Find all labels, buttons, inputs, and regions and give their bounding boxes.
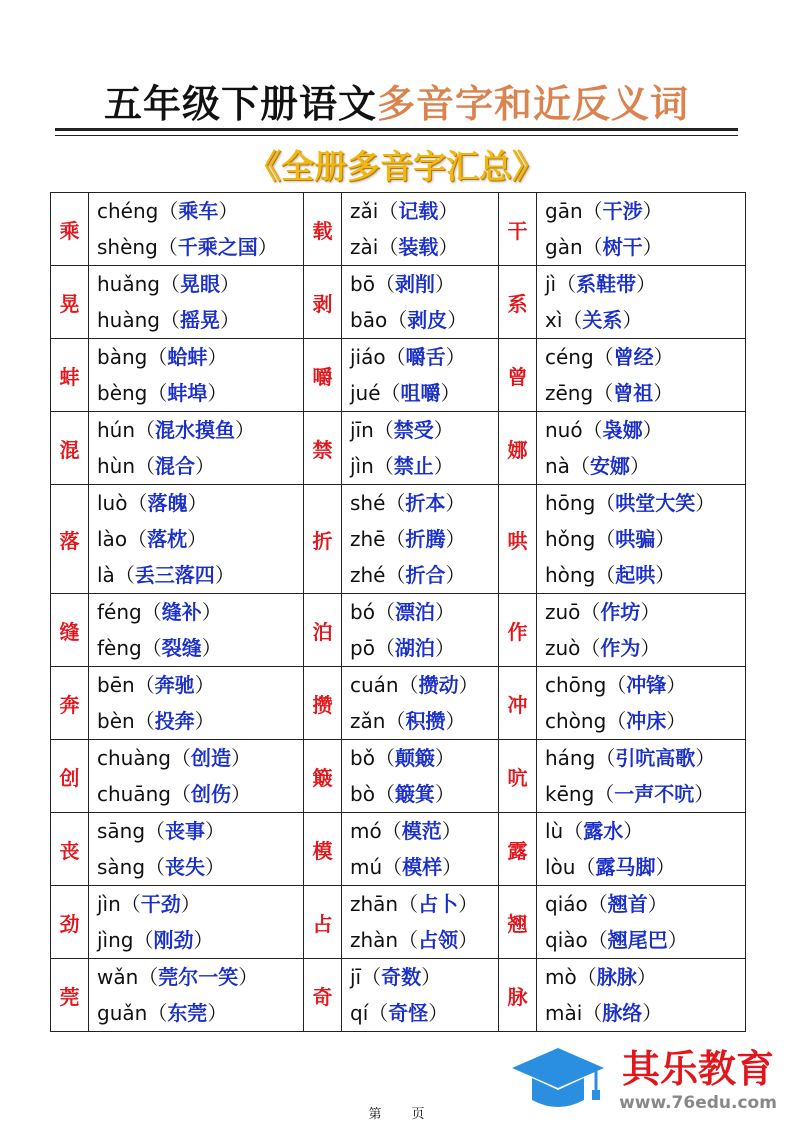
pinyin: jīn — [350, 418, 374, 442]
reading-line: jìn（干劲） — [97, 892, 201, 916]
reading-line: xì（关系） — [545, 308, 643, 332]
pinyin: bǒ — [350, 746, 375, 770]
pinyin: jìn — [97, 892, 121, 916]
readings-cell — [342, 266, 499, 339]
example-word: 剥削 — [394, 272, 435, 296]
reading-line: hòng（起哄） — [545, 563, 676, 587]
pinyin: bō — [350, 272, 375, 296]
reading-line: bāo（剥皮） — [350, 308, 468, 332]
reading-line: zhē（折腾） — [350, 527, 466, 551]
graduation-cap-icon — [512, 1048, 604, 1107]
pinyin: fèng — [97, 636, 142, 660]
reading-line: sāng（丧事） — [97, 819, 226, 843]
reading-line: jī（奇数） — [350, 965, 442, 989]
reading-line: fèng（裂缝） — [97, 636, 222, 660]
polyphone-char: 娜 — [499, 412, 537, 485]
readings-cell — [537, 813, 746, 886]
example-word: 模范 — [401, 819, 442, 843]
example-word: 脉络 — [602, 1001, 643, 1025]
title-highlight: 多音字和近反义词 — [377, 81, 690, 126]
reading-line: huàng（摇晃） — [97, 308, 240, 332]
example-word: 折本 — [405, 491, 446, 515]
example-word: 乘车 — [178, 199, 219, 223]
footer-suffix: 页 — [411, 1107, 425, 1122]
pinyin: jìn — [350, 454, 374, 478]
pinyin: wǎn — [97, 965, 139, 989]
table-row — [51, 339, 746, 412]
pinyin: sàng — [97, 855, 146, 879]
reading-line: zuō（作坊） — [545, 600, 661, 624]
example-word: 关系 — [582, 308, 623, 332]
example-word: 混合 — [155, 454, 196, 478]
polyphone-char: 攒 — [304, 667, 342, 740]
page-title — [0, 80, 793, 128]
title-rule-thin — [55, 135, 738, 136]
pinyin: chéng — [97, 199, 159, 223]
reading-line: qiào（翘尾巴） — [545, 928, 688, 952]
reading-line: cuán（攒动） — [350, 673, 479, 697]
readings-cell — [89, 339, 304, 412]
reading-line: kēng（一声不吭） — [545, 782, 715, 806]
polyphone-char: 乘 — [51, 193, 89, 266]
reading-line: chéng（乘车） — [97, 199, 239, 223]
reading-line: chuāng（创伤） — [97, 782, 251, 806]
example-word: 作为 — [600, 636, 641, 660]
example-word: 干劲 — [140, 892, 181, 916]
reading-line: shé（折本） — [350, 491, 466, 515]
example-word: 曾经 — [613, 345, 654, 369]
example-word: 丢三落四 — [134, 563, 215, 587]
readings-cell — [342, 667, 499, 740]
example-word: 折腾 — [405, 527, 446, 551]
reading-line: wǎn（莞尔一笑） — [97, 965, 259, 989]
readings-cell — [89, 740, 304, 813]
reading-line: mò（脉脉） — [545, 965, 657, 989]
logo-url: www.76edu.com — [619, 1093, 777, 1113]
example-word: 记载 — [398, 199, 439, 223]
reading-line: sàng（丧失） — [97, 855, 226, 879]
polyphone-char: 奔 — [51, 667, 89, 740]
reading-line: luò（落魄） — [97, 491, 208, 515]
reading-line: qiáo（翘首） — [545, 892, 668, 916]
title-rule-thick — [55, 128, 738, 131]
pinyin: pō — [350, 636, 375, 660]
polyphone-char: 缝 — [51, 594, 89, 667]
example-word: 摇晃 — [179, 308, 220, 332]
readings-cell — [537, 594, 746, 667]
logo — [510, 1040, 788, 1120]
reading-line: nà（安娜） — [545, 454, 650, 478]
table-row — [51, 959, 746, 1032]
table-row — [51, 193, 746, 266]
table-row — [51, 594, 746, 667]
readings-cell — [537, 959, 746, 1032]
pinyin: hùn — [97, 454, 136, 478]
polyphone-char: 曾 — [499, 339, 537, 412]
reading-line: lào（落枕） — [97, 527, 208, 551]
example-word: 奔驰 — [154, 673, 195, 697]
logo-name: 其乐教育 — [621, 1047, 775, 1091]
example-word: 剥皮 — [407, 308, 448, 332]
example-word: 颠簸 — [394, 746, 435, 770]
pinyin: zài — [350, 235, 379, 259]
pinyin: zǎi — [350, 199, 379, 223]
example-word: 安娜 — [589, 454, 630, 478]
example-word: 攒动 — [418, 673, 459, 697]
readings-cell — [342, 813, 499, 886]
reading-line: bò（簸箕） — [350, 782, 455, 806]
pinyin: chòng — [545, 709, 607, 733]
example-word: 创造 — [190, 746, 231, 770]
example-word: 簸箕 — [394, 782, 435, 806]
polyphone-char: 吭 — [499, 740, 537, 813]
polyphone-char: 模 — [304, 813, 342, 886]
pinyin: bèng — [97, 381, 148, 405]
pinyin: zuò — [545, 636, 581, 660]
example-word: 奇怪 — [388, 1001, 429, 1025]
pinyin: mó — [350, 819, 382, 843]
example-word: 占领 — [418, 928, 459, 952]
example-word: 干涉 — [602, 199, 643, 223]
readings-cell — [342, 740, 499, 813]
pinyin: lù — [545, 819, 564, 843]
example-word: 系鞋带 — [576, 272, 637, 296]
polyphone-char: 哄 — [499, 485, 537, 594]
example-word: 创伤 — [190, 782, 231, 806]
reading-line: jué（咀嚼） — [350, 381, 461, 405]
reading-line: jiáo（嚼舌） — [350, 345, 466, 369]
reading-line: chuàng（创造） — [97, 746, 251, 770]
pinyin: chōng — [545, 673, 607, 697]
readings-cell — [89, 193, 304, 266]
readings-cell — [537, 193, 746, 266]
reading-line: là（丢三落四） — [97, 563, 235, 587]
example-word: 翘首 — [607, 892, 648, 916]
polyphone-char: 冲 — [499, 667, 537, 740]
reading-line: céng（曾经） — [545, 345, 674, 369]
example-word: 折合 — [405, 563, 446, 587]
readings-cell — [537, 740, 746, 813]
reading-line: bèn（投奔） — [97, 709, 215, 733]
example-word: 混水摸鱼 — [155, 418, 236, 442]
pinyin: qiáo — [545, 892, 588, 916]
readings-cell — [89, 667, 304, 740]
table-row — [51, 667, 746, 740]
footer-label: 第 — [368, 1107, 382, 1122]
pinyin: bò — [350, 782, 375, 806]
reading-line: jìn（禁止） — [350, 454, 454, 478]
reading-line: hùn（混合） — [97, 454, 216, 478]
example-word: 引吭高歌 — [615, 746, 696, 770]
example-word: 落魄 — [147, 491, 188, 515]
polyphone-char: 莞 — [51, 959, 89, 1032]
polyphone-char: 折 — [304, 485, 342, 594]
pinyin: qí — [350, 1001, 369, 1025]
example-word: 模样 — [402, 855, 443, 879]
readings-cell — [342, 959, 499, 1032]
polyphone-char: 落 — [51, 485, 89, 594]
example-word: 冲床 — [626, 709, 667, 733]
polyphone-char: 奇 — [304, 959, 342, 1032]
pinyin: xì — [545, 308, 563, 332]
reading-line: bǒ（颠簸） — [350, 746, 455, 770]
example-word: 禁受 — [393, 418, 434, 442]
example-word: 缝补 — [161, 600, 202, 624]
pinyin: zǎn — [350, 709, 386, 733]
pinyin: cuán — [350, 673, 399, 697]
pinyin: chuāng — [97, 782, 171, 806]
reading-line: zhé（折合） — [350, 563, 466, 587]
readings-cell — [342, 339, 499, 412]
pinyin: guǎn — [97, 1001, 148, 1025]
polyphone-char: 系 — [499, 266, 537, 339]
reading-line: hǒng（哄骗） — [545, 527, 676, 551]
polyphone-char: 载 — [304, 193, 342, 266]
pinyin: mú — [350, 855, 383, 879]
reading-line: bèng（蚌埠） — [97, 381, 228, 405]
example-word: 莞尔一笑 — [158, 965, 239, 989]
pinyin: lòu — [545, 855, 576, 879]
example-word: 作坊 — [600, 600, 641, 624]
example-word: 刚劲 — [153, 928, 194, 952]
reading-line: chòng（冲床） — [545, 709, 687, 733]
polyphone-char: 晃 — [51, 266, 89, 339]
pinyin: nà — [545, 454, 570, 478]
example-word: 投奔 — [154, 709, 195, 733]
example-word: 袅娜 — [602, 418, 643, 442]
readings-cell — [537, 886, 746, 959]
readings-cell — [537, 485, 746, 594]
example-word: 占卜 — [418, 892, 459, 916]
example-word: 落枕 — [147, 527, 188, 551]
readings-cell — [89, 959, 304, 1032]
example-word: 蛤蚌 — [167, 345, 208, 369]
pinyin: hòng — [545, 563, 596, 587]
pinyin: jiáo — [350, 345, 386, 369]
reading-line: zǎi（记载） — [350, 199, 459, 223]
reading-line: féng（缝补） — [97, 600, 222, 624]
example-word: 露马脚 — [595, 855, 656, 879]
readings-cell — [89, 886, 304, 959]
pinyin: mài — [545, 1001, 583, 1025]
readings-cell — [89, 266, 304, 339]
table-row — [51, 886, 746, 959]
readings-cell — [537, 667, 746, 740]
example-word: 哄堂大笑 — [615, 491, 696, 515]
pinyin: gān — [545, 199, 583, 223]
example-word: 裂缝 — [161, 636, 202, 660]
example-word: 积攒 — [405, 709, 446, 733]
readings-cell — [342, 412, 499, 485]
reading-line: zhān（占卜） — [350, 892, 479, 916]
reading-line: mài（脉络） — [545, 1001, 663, 1025]
example-word: 千乘之国 — [177, 235, 258, 259]
reading-line: zài（装载） — [350, 235, 459, 259]
readings-cell — [89, 594, 304, 667]
reading-line: bō（剥削） — [350, 272, 455, 296]
pinyin: zhān — [350, 892, 399, 916]
title-main: 五年级下册语文 — [103, 81, 377, 126]
pinyin: jué — [350, 381, 381, 405]
polyphone-char: 作 — [499, 594, 537, 667]
polyphone-char: 翘 — [499, 886, 537, 959]
reading-line: lù（露水） — [545, 819, 644, 843]
readings-cell — [537, 266, 746, 339]
example-word: 装载 — [398, 235, 439, 259]
reading-line: jì（系鞋带） — [545, 272, 657, 296]
example-word: 东莞 — [167, 1001, 208, 1025]
table-row — [51, 485, 746, 594]
polyphone-char: 露 — [499, 813, 537, 886]
readings-cell — [89, 813, 304, 886]
polyphone-table — [50, 192, 746, 1032]
reading-line: zēng（曾祖） — [545, 381, 674, 405]
pinyin: hún — [97, 418, 136, 442]
reading-line: háng（引吭高歌） — [545, 746, 716, 770]
polyphone-char: 泊 — [304, 594, 342, 667]
pinyin: zēng — [545, 381, 594, 405]
pinyin: zhé — [350, 563, 386, 587]
pinyin: zhàn — [350, 928, 399, 952]
pinyin: shèng — [97, 235, 158, 259]
pinyin: shé — [350, 491, 386, 515]
reading-line: zhàn（占领） — [350, 928, 479, 952]
reading-line: mú（模样） — [350, 855, 463, 879]
pinyin: féng — [97, 600, 142, 624]
example-word: 露水 — [583, 819, 624, 843]
reading-line: zuò（作为） — [545, 636, 661, 660]
example-word: 奇数 — [381, 965, 422, 989]
example-word: 丧事 — [165, 819, 206, 843]
reading-line: bó（漂泊） — [350, 600, 455, 624]
reading-line: gàn（树干） — [545, 235, 663, 259]
polyphone-char: 劲 — [51, 886, 89, 959]
reading-line: qí（奇怪） — [350, 1001, 449, 1025]
example-word: 曾祖 — [613, 381, 654, 405]
readings-cell — [342, 886, 499, 959]
polyphone-char: 创 — [51, 740, 89, 813]
reading-line: pō（湖泊） — [350, 636, 455, 660]
reading-line: nuó（袅娜） — [545, 418, 663, 442]
readings-cell — [342, 193, 499, 266]
example-word: 咀嚼 — [400, 381, 441, 405]
pinyin: bàng — [97, 345, 148, 369]
readings-cell — [537, 412, 746, 485]
polyphone-char: 丧 — [51, 813, 89, 886]
example-word: 嚼舌 — [405, 345, 446, 369]
pinyin: bèn — [97, 709, 135, 733]
pinyin: jī — [350, 965, 362, 989]
pinyin: háng — [545, 746, 596, 770]
readings-cell — [89, 412, 304, 485]
example-word: 丧失 — [165, 855, 206, 879]
table-row — [51, 266, 746, 339]
polyphone-char: 禁 — [304, 412, 342, 485]
polyphone-char: 嚼 — [304, 339, 342, 412]
pinyin: sāng — [97, 819, 146, 843]
polyphone-char: 脉 — [499, 959, 537, 1032]
reading-line: mó（模范） — [350, 819, 462, 843]
pinyin: là — [97, 563, 115, 587]
polyphone-char: 簸 — [304, 740, 342, 813]
example-word: 树干 — [602, 235, 643, 259]
pinyin: hǒng — [545, 527, 596, 551]
pinyin: bēn — [97, 673, 135, 697]
polyphone-char: 混 — [51, 412, 89, 485]
pinyin: jì — [545, 272, 557, 296]
readings-cell — [89, 485, 304, 594]
pinyin: jìng — [97, 928, 134, 952]
reading-line: lòu（露马脚） — [545, 855, 676, 879]
pinyin: huǎng — [97, 272, 160, 296]
example-word: 哄骗 — [615, 527, 656, 551]
polyphone-char: 干 — [499, 193, 537, 266]
reading-line: jìng（刚劲） — [97, 928, 214, 952]
pinyin: kēng — [545, 782, 595, 806]
reading-line: hōng（哄堂大笑） — [545, 491, 716, 515]
pinyin: hōng — [545, 491, 596, 515]
pinyin: zuō — [545, 600, 581, 624]
pinyin: lào — [97, 527, 128, 551]
example-word: 一声不吭 — [614, 782, 695, 806]
example-word: 起哄 — [615, 563, 656, 587]
pinyin: gàn — [545, 235, 583, 259]
reading-line: huǎng（晃眼） — [97, 272, 240, 296]
polyphone-char: 占 — [304, 886, 342, 959]
table-row — [51, 412, 746, 485]
pinyin: bāo — [350, 308, 388, 332]
reading-line: zǎn（积攒） — [350, 709, 466, 733]
reading-line: jīn（禁受） — [350, 418, 454, 442]
example-word: 晃眼 — [179, 272, 220, 296]
reading-line: shèng（千乘之国） — [97, 235, 278, 259]
polyphone-char: 蚌 — [51, 339, 89, 412]
readings-cell — [537, 339, 746, 412]
reading-line: guǎn（东莞） — [97, 1001, 228, 1025]
example-word: 冲锋 — [626, 673, 667, 697]
reading-line: bàng（蛤蚌） — [97, 345, 228, 369]
table-row — [51, 740, 746, 813]
pinyin: nuó — [545, 418, 583, 442]
example-word: 漂泊 — [394, 600, 435, 624]
pinyin: bó — [350, 600, 375, 624]
readings-cell — [342, 594, 499, 667]
pinyin: luò — [97, 491, 128, 515]
table-body — [51, 193, 746, 1032]
example-word: 翘尾巴 — [607, 928, 668, 952]
reading-line: bēn（奔驰） — [97, 673, 215, 697]
table-row — [51, 813, 746, 886]
pinyin: céng — [545, 345, 594, 369]
example-word: 湖泊 — [394, 636, 435, 660]
pinyin: zhē — [350, 527, 386, 551]
example-word: 蚌埠 — [167, 381, 208, 405]
example-word: 禁止 — [393, 454, 434, 478]
subtitle: 《全册多音字汇总》 — [248, 147, 545, 186]
readings-cell — [342, 485, 499, 594]
reading-line: hún（混水摸鱼） — [97, 418, 256, 442]
reading-line: chōng（冲锋） — [545, 673, 687, 697]
example-word: 脉脉 — [596, 965, 637, 989]
pinyin: chuàng — [97, 746, 171, 770]
reading-line: gān（干涉） — [545, 199, 663, 223]
pinyin: mò — [545, 965, 577, 989]
pinyin: huàng — [97, 308, 160, 332]
polyphone-char: 剥 — [304, 266, 342, 339]
pinyin: qiào — [545, 928, 588, 952]
